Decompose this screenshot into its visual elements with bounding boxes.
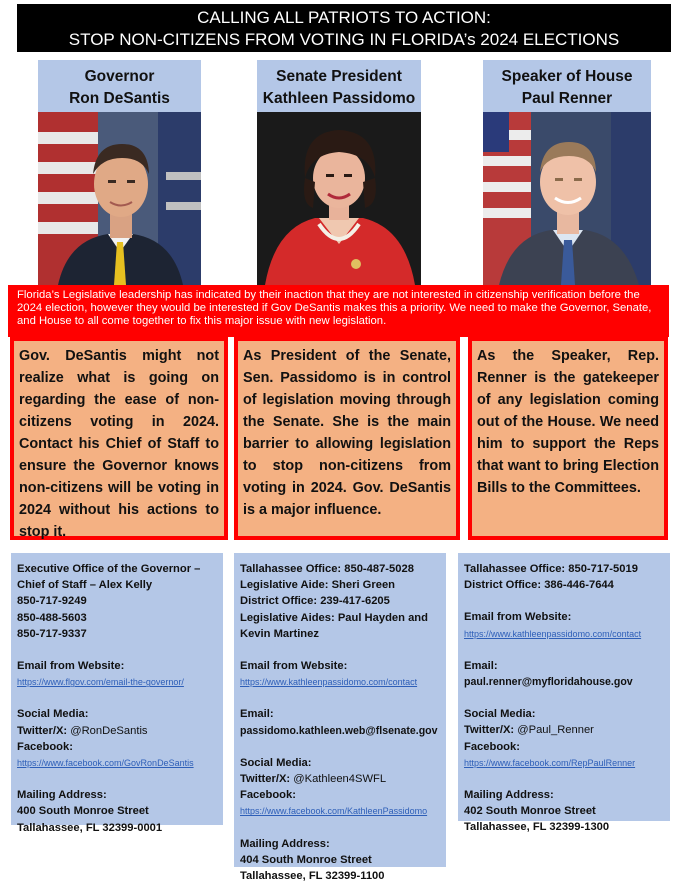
house-street: 402 South Monroe Street [464,805,596,818]
senate-street: 404 South Monroe Street [240,853,372,866]
governor-name: Ron DeSantis [69,90,170,107]
speaker-name-box [483,60,651,112]
governor-contact-panel [11,553,223,834]
governor-chief-of-staff: Chief of Staff – Alex Kelly [17,579,153,592]
house-facebook-link[interactable]: https://www.facebook.com/RepPaulRenner [464,757,636,768]
senate-line-4: Legislative Aides: Paul Hayden and [240,611,428,624]
senate-line-1: Tallahassee Office: 850-487-5028 [240,563,414,575]
house-email-address[interactable]: paul.renner@myfloridahouse.gov [464,676,633,689]
house-city: Tallahassee, FL 32399-1300 [464,821,610,834]
senate-email2-label: Email: [240,708,274,721]
governor-facebook-link[interactable]: https://www.facebook.com/GovRonDeSantis [17,758,194,769]
senate-president-name: Kathleen Passidomo [262,90,416,107]
senate-twitter-line [240,771,440,787]
banner-line-2: STOP NON-CITIZENS FROM VOTING IN FLORIDA’s 2024 ELECTIONS [68,30,620,49]
house-mail-label: Mailing Address: [464,789,554,802]
speaker-name: Paul Renner [521,90,613,107]
governor-twitter-label: Twitter/X: [17,724,68,737]
governor-phone-1: 850-717-9249 [17,595,87,608]
governor-email-label: Email from Website: [17,660,125,673]
governor-phone-2: 850-488-5603 [17,611,87,624]
governor-twitter-handle[interactable]: @RonDeSantis [70,724,148,737]
senate-call-box: As President of the Senate, Sen. Passidomo is in control of legislation moving through the Senate. She is the main barrier to allowing legislation to stop non-citizens from voting in 2024. Gov. DeSantis is a major influence. [234,337,460,540]
governor-email-link[interactable]: https://www.flgov.com/email-the-governor/ [17,677,184,688]
speaker-photo [483,112,651,285]
house-email-label: Email from Website: [464,611,572,624]
governor-call-box: Gov. DeSantis might not realize what is going on regarding the ease of non-citizens voting in 2024. Contact his Chief of Staff to ensure the Governor knows non-citizens will be voting in 2024 without his actions to stop it. [10,337,228,540]
governor-twitter-line [17,723,217,739]
governor-street: 400 South Monroe Street [17,805,149,818]
governor-phone-3: 850-717-9337 [17,627,87,640]
senate-facebook-label: Facebook: [240,789,296,802]
senate-line-2: Legislative Aide: Sheri Green [240,579,396,592]
senate-president-photo [257,112,421,285]
senate-mail-label: Mailing Address: [240,837,330,850]
governor-title: Governor [84,68,155,85]
senate-social-label: Social Media: [240,756,312,769]
governor-name-box [38,60,201,112]
senate-city: Tallahassee, FL 32399-1100 [240,870,385,883]
house-social-label: Social Media: [464,708,536,721]
senate-president-name-box [257,60,421,112]
senate-email-label: Email from Website: [240,660,348,673]
house-line-1: Tallahassee Office: 850-717-5019 [464,563,638,575]
house-contact-panel [458,553,670,834]
house-line-2: District Office: 386-446-7644 [464,579,614,592]
senate-email-address[interactable]: passidomo.kathleen.web@flsenate.gov [240,724,438,737]
house-twitter-line [464,722,664,738]
governor-office-line-1: Executive Office of the Governor – [17,563,201,575]
header-banner [17,4,671,52]
house-email-link[interactable]: https://www.kathleenpassidomo.com/contact [464,628,642,639]
governor-facebook-label: Facebook: [17,740,73,753]
house-call-box: As the Speaker, Rep. Renner is the gatekeeper of any legislation coming out of the House. We need him to support the Reps that want to bring Election Bills to the Committees. [468,337,668,540]
governor-photo [38,112,201,285]
alert-message: Florida’s Legislative leadership has indicated by their inaction that they are not interested in citizenship verification before the 2024 election, however they would be interested if Gov DeSantis makes this a priority. We need to make the Governor, Senate, and House to all come together to fix this major issue with new legislation. [8,285,669,337]
senate-president-title: Senate President [276,68,402,85]
house-twitter-handle[interactable]: @Paul_Renner [517,724,594,737]
speaker-title: Speaker of House [501,68,633,85]
house-facebook-label: Facebook: [464,740,520,753]
senate-contact-panel [234,553,446,883]
senate-line-5: Kevin Martinez [240,627,319,640]
governor-social-label: Social Media: [17,708,89,721]
senate-line-3: District Office: 239-417-6205 [240,595,390,608]
senate-facebook-link[interactable]: https://www.facebook.com/KathleenPassidomo [240,806,428,817]
governor-mail-label: Mailing Address: [17,789,107,802]
senate-twitter-label: Twitter/X: [240,773,291,786]
senate-twitter-handle[interactable]: @Kathleen4SWFL [293,773,387,786]
house-email2-label: Email: [464,659,498,672]
house-twitter-label: Twitter/X: [464,724,515,737]
governor-city: Tallahassee, FL 32399-0001 [17,821,163,834]
banner-line-1: CALLING ALL PATRIOTS TO ACTION: [197,8,491,27]
senate-email-link[interactable]: https://www.kathleenpassidomo.com/contact [240,677,418,688]
